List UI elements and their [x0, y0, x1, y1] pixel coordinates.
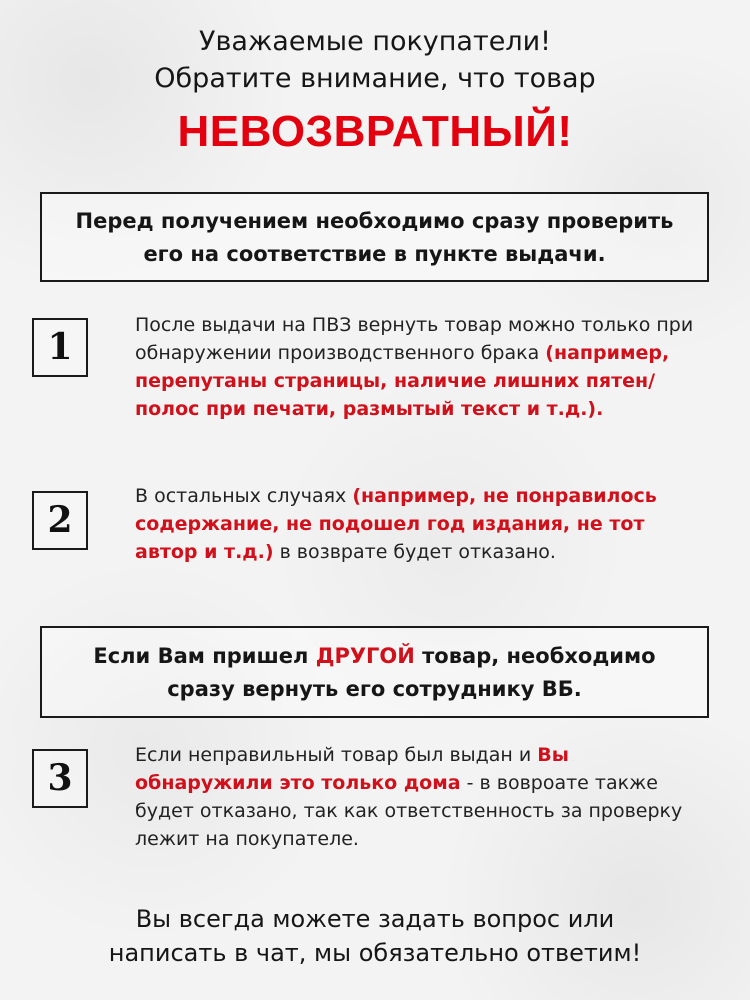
item-1-plain: После выдачи на ПВЗ вернуть товар можно только при обнаружении производственного брака	[135, 314, 694, 364]
wrong-item-notice	[40, 626, 709, 718]
item-3-plain: Если неправильный товар был выдан и	[135, 744, 538, 766]
item-2-plain: В остальных случаях	[135, 485, 353, 507]
item-2-text	[135, 482, 695, 566]
notice-top-line2: его на соответствие в пункте выдачи.	[143, 242, 606, 266]
footer-line2: написать в чат, мы обязательно ответим!	[108, 939, 642, 967]
item-1-text	[135, 311, 695, 423]
item-3-after: - в вовроате также будет отказано, так как ответственность за проверку лежит на покупателе.	[135, 772, 683, 850]
item-number-2: 2	[32, 491, 88, 550]
notice-middle-line1	[42, 640, 707, 673]
item-1-red: (например, перепутаны страницы, наличие лишних пятен/полос при печати, размытый текст и т.д.).	[135, 342, 670, 420]
check-on-receipt-notice	[40, 192, 709, 282]
item-3-text	[135, 741, 695, 853]
notice-middle-after: товар, необходимо	[414, 644, 656, 668]
notice-middle-line2: сразу вернуть его сотруднику ВБ.	[167, 677, 582, 701]
notice-top-line1: Перед получением необходимо сразу проверить	[75, 209, 674, 233]
notice-middle-highlight: ДРУГОЙ	[315, 644, 415, 668]
footer-line1: Вы всегда можете задать вопрос или	[135, 905, 615, 933]
greeting-line: Уважаемые покупатели!	[199, 26, 551, 57]
item-3-red: Вы обнаружили это только дома	[135, 744, 569, 794]
item-2-red: (например, не понравилось содержание, не подошел год издания, не тот автор и т.д.)	[135, 485, 657, 563]
contact-footer	[0, 902, 750, 970]
attention-line: Обратите внимание, что товар	[154, 63, 596, 94]
item-2-after: в возврате будет отказано.	[273, 541, 556, 563]
item-number-3: 3	[32, 749, 88, 808]
item-number-1: 1	[32, 318, 88, 377]
non-returnable-headline: НЕВОЗВРАТНЫЙ!	[177, 107, 573, 156]
notice-middle-before: Если Вам пришел	[93, 644, 316, 668]
